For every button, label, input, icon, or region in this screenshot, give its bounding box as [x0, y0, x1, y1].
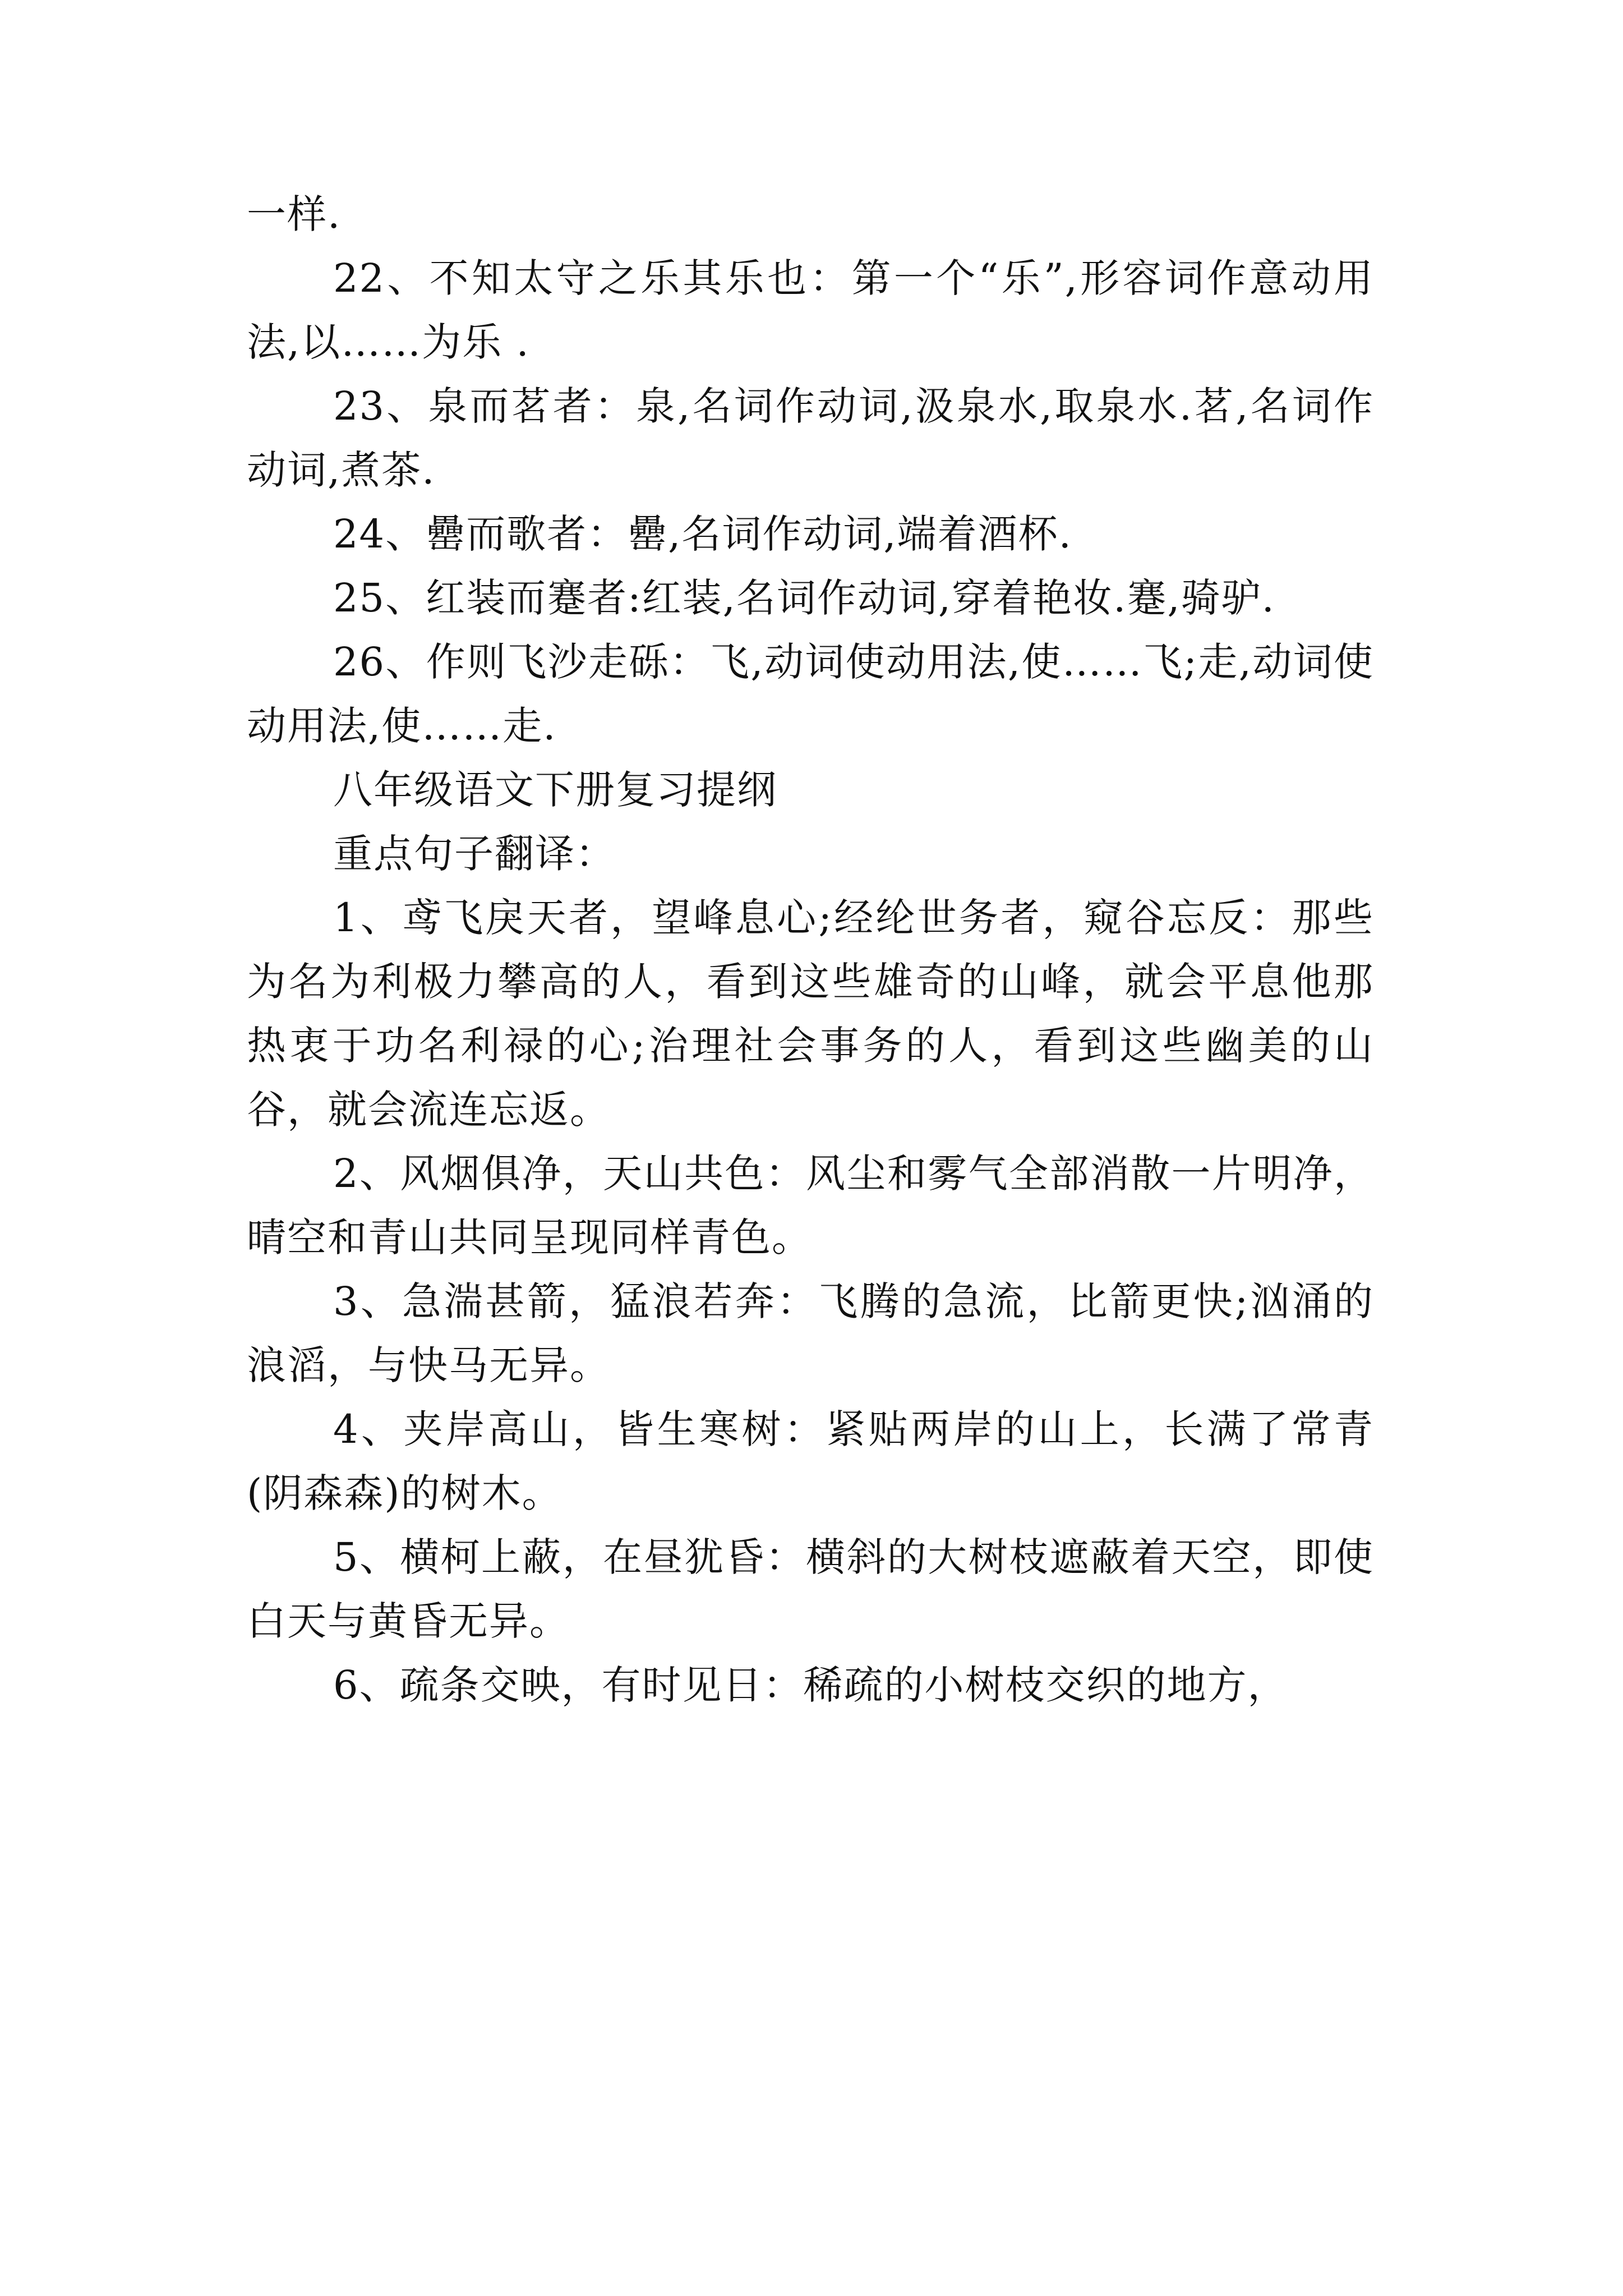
translation-item-2: 2、风烟俱净，天山共色：风尘和雾气全部消散一片明净，晴空和青山共同呈现同样青色。 — [247, 1151, 1374, 1260]
translation-item-5: 5、横柯上蔽，在昼犹昏：横斜的大树枝遮蔽着天空，即使白天与黄昏无异。 — [247, 1534, 1374, 1644]
subsection-heading: 重点句子翻译： — [333, 831, 616, 877]
paragraph-item-25: 25、红装而蹇者:红装,名词作动词,穿着艳妆.蹇,骑驴. — [333, 575, 1275, 621]
document-body — [247, 182, 1374, 1717]
paragraph-item-22: 22、不知太守之乐其乐也：第一个“乐”,形容词作意动用法,以……为乐 . — [247, 255, 1374, 365]
paragraph-item-26: 26、作则飞沙走砾：飞,动词使动用法,使……飞;走,动词使动用法,使……走. — [247, 639, 1374, 749]
section-heading: 八年级语文下册复习提纲 — [333, 767, 777, 813]
translation-item-3: 3、急湍甚箭，猛浪若奔：飞腾的急流，比箭更快;汹涌的浪滔，与快马无异。 — [247, 1278, 1374, 1388]
translation-item-6: 6、疏条交映，有时见日：稀疏的小树枝交织的地方， — [333, 1662, 1288, 1708]
translation-item-4: 4、夹岸高山，皆生寒树：紧贴两岸的山上，长满了常青(阴森森)的树木。 — [247, 1406, 1374, 1516]
paragraph-item-23: 23、泉而茗者：泉,名词作动词,汲泉水,取泉水.茗,名词作动词,煮茶. — [247, 383, 1374, 493]
paragraph-continuation: 一样. — [247, 191, 342, 237]
paragraph-item-24: 24、罍而歌者：罍,名词作动词,端着酒杯. — [333, 511, 1072, 557]
translation-item-1: 1、鸢飞戾天者，望峰息心;经纶世务者，窥谷忘反：那些为名为利极力攀高的人，看到这些雄奇的山峰，就会平息他那热衷于功名利禄的心;治理社会事务的人，看到这些幽美的山谷，就会流连忘返。 — [247, 895, 1374, 1133]
